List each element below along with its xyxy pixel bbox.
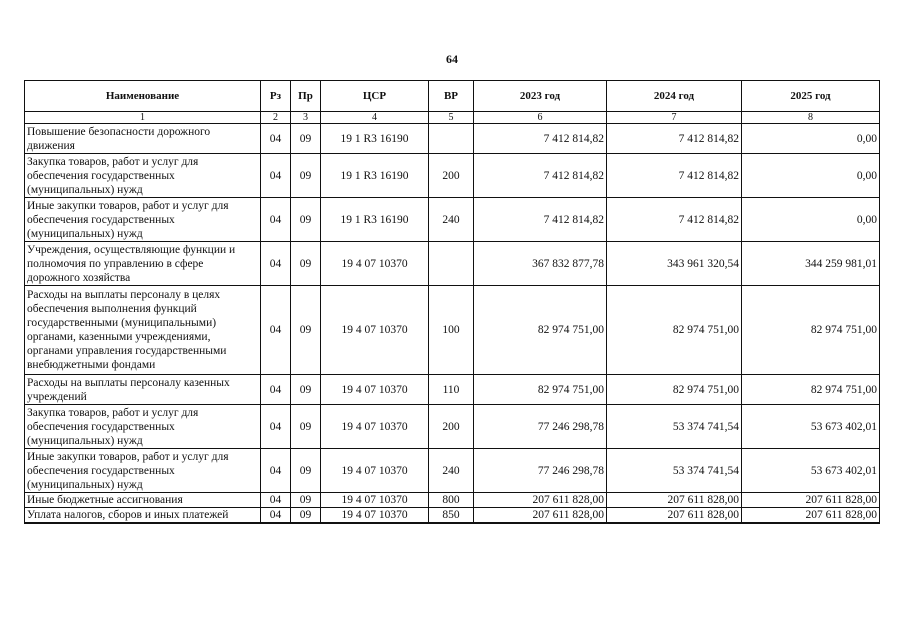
row-vr: 200 <box>429 405 474 449</box>
row-2025: 0,00 <box>742 154 880 198</box>
header-row <box>25 81 880 112</box>
row-pr: 09 <box>291 242 321 286</box>
table-row <box>25 286 880 375</box>
row-2025: 82 974 751,00 <box>742 286 880 375</box>
column-number: 2 <box>261 112 291 124</box>
row-csr: 19 4 07 10370 <box>321 449 429 493</box>
row-vr: 100 <box>429 286 474 375</box>
row-2023: 77 246 298,78 <box>474 405 607 449</box>
row-name: Расходы на выплаты персоналу в целях обеспечения выполнения функций государственными (муниципальными) органами, казенными учреждениями, органами управления государственными внебюджетными фондами <box>25 286 261 375</box>
row-vr: 110 <box>429 375 474 405</box>
row-csr: 19 1 R3 16190 <box>321 124 429 154</box>
row-2025: 0,00 <box>742 198 880 242</box>
row-2025: 82 974 751,00 <box>742 375 880 405</box>
row-2023: 77 246 298,78 <box>474 449 607 493</box>
row-csr: 19 4 07 10370 <box>321 242 429 286</box>
row-rz: 04 <box>261 375 291 405</box>
row-rz: 04 <box>261 242 291 286</box>
column-number-row <box>25 112 880 124</box>
row-name: Иные закупки товаров, работ и услуг для обеспечения государственных (муниципальных) нужд <box>25 449 261 493</box>
row-rz: 04 <box>261 449 291 493</box>
row-rz: 04 <box>261 124 291 154</box>
table-row <box>25 493 880 508</box>
row-2023: 7 412 814,82 <box>474 124 607 154</box>
row-rz: 04 <box>261 405 291 449</box>
table-row <box>25 449 880 493</box>
row-csr: 19 4 07 10370 <box>321 375 429 405</box>
column-number: 5 <box>429 112 474 124</box>
row-pr: 09 <box>291 508 321 524</box>
row-2023: 7 412 814,82 <box>474 154 607 198</box>
column-number: 3 <box>291 112 321 124</box>
table-row <box>25 198 880 242</box>
row-2024: 343 961 320,54 <box>607 242 742 286</box>
row-csr: 19 4 07 10370 <box>321 493 429 508</box>
row-rz: 04 <box>261 508 291 524</box>
budget-table <box>24 80 880 524</box>
row-pr: 09 <box>291 286 321 375</box>
header-2025: 2025 год <box>742 81 880 112</box>
row-name: Иные закупки товаров, работ и услуг для обеспечения государственных (муниципальных) нужд <box>25 198 261 242</box>
row-vr: 200 <box>429 154 474 198</box>
row-pr: 09 <box>291 154 321 198</box>
header-name: Наименование <box>25 81 261 112</box>
row-csr: 19 1 R3 16190 <box>321 154 429 198</box>
page-number: 64 <box>446 52 458 66</box>
table-row <box>25 375 880 405</box>
row-csr: 19 4 07 10370 <box>321 286 429 375</box>
row-2024: 7 412 814,82 <box>607 124 742 154</box>
table-row <box>25 508 880 524</box>
row-pr: 09 <box>291 493 321 508</box>
header-2023: 2023 год <box>474 81 607 112</box>
column-number: 7 <box>607 112 742 124</box>
table-row <box>25 124 880 154</box>
column-number: 8 <box>742 112 880 124</box>
row-2023: 7 412 814,82 <box>474 198 607 242</box>
header-2024: 2024 год <box>607 81 742 112</box>
row-2023: 207 611 828,00 <box>474 508 607 524</box>
column-number: 1 <box>25 112 261 124</box>
row-2025: 53 673 402,01 <box>742 405 880 449</box>
row-vr <box>429 242 474 286</box>
column-number: 6 <box>474 112 607 124</box>
row-vr: 240 <box>429 449 474 493</box>
row-name: Повышение безопасности дорожного движения <box>25 124 261 154</box>
row-vr <box>429 124 474 154</box>
row-2023: 367 832 877,78 <box>474 242 607 286</box>
row-2024: 7 412 814,82 <box>607 198 742 242</box>
table-row <box>25 242 880 286</box>
row-2025: 207 611 828,00 <box>742 508 880 524</box>
row-2023: 207 611 828,00 <box>474 493 607 508</box>
row-name: Учреждения, осуществляющие функции и полномочия по управлению в сфере дорожного хозяйства <box>25 242 261 286</box>
row-2024: 207 611 828,00 <box>607 508 742 524</box>
table-row <box>25 154 880 198</box>
row-vr: 240 <box>429 198 474 242</box>
row-rz: 04 <box>261 286 291 375</box>
row-rz: 04 <box>261 493 291 508</box>
row-pr: 09 <box>291 198 321 242</box>
header-vr: ВР <box>429 81 474 112</box>
row-vr: 800 <box>429 493 474 508</box>
row-name: Иные бюджетные ассигнования <box>25 493 261 508</box>
row-2024: 53 374 741,54 <box>607 405 742 449</box>
header-csr: ЦСР <box>321 81 429 112</box>
row-2024: 82 974 751,00 <box>607 375 742 405</box>
row-2025: 0,00 <box>742 124 880 154</box>
row-name: Закупка товаров, работ и услуг для обеспечения государственных (муниципальных) нужд <box>25 405 261 449</box>
row-rz: 04 <box>261 198 291 242</box>
row-2025: 344 259 981,01 <box>742 242 880 286</box>
row-csr: 19 1 R3 16190 <box>321 198 429 242</box>
row-pr: 09 <box>291 449 321 493</box>
row-2025: 53 673 402,01 <box>742 449 880 493</box>
row-vr: 850 <box>429 508 474 524</box>
row-2024: 207 611 828,00 <box>607 493 742 508</box>
row-name: Уплата налогов, сборов и иных платежей <box>25 508 261 524</box>
row-2023: 82 974 751,00 <box>474 375 607 405</box>
header-rz: Рз <box>261 81 291 112</box>
row-name: Закупка товаров, работ и услуг для обеспечения государственных (муниципальных) нужд <box>25 154 261 198</box>
row-2024: 53 374 741,54 <box>607 449 742 493</box>
row-pr: 09 <box>291 405 321 449</box>
row-pr: 09 <box>291 375 321 405</box>
row-2025: 207 611 828,00 <box>742 493 880 508</box>
row-name: Расходы на выплаты персоналу казенных учреждений <box>25 375 261 405</box>
header-pr: Пр <box>291 81 321 112</box>
table-row <box>25 405 880 449</box>
row-rz: 04 <box>261 154 291 198</box>
row-2023: 82 974 751,00 <box>474 286 607 375</box>
column-number: 4 <box>321 112 429 124</box>
row-2024: 7 412 814,82 <box>607 154 742 198</box>
row-csr: 19 4 07 10370 <box>321 508 429 524</box>
row-2024: 82 974 751,00 <box>607 286 742 375</box>
row-pr: 09 <box>291 124 321 154</box>
row-csr: 19 4 07 10370 <box>321 405 429 449</box>
